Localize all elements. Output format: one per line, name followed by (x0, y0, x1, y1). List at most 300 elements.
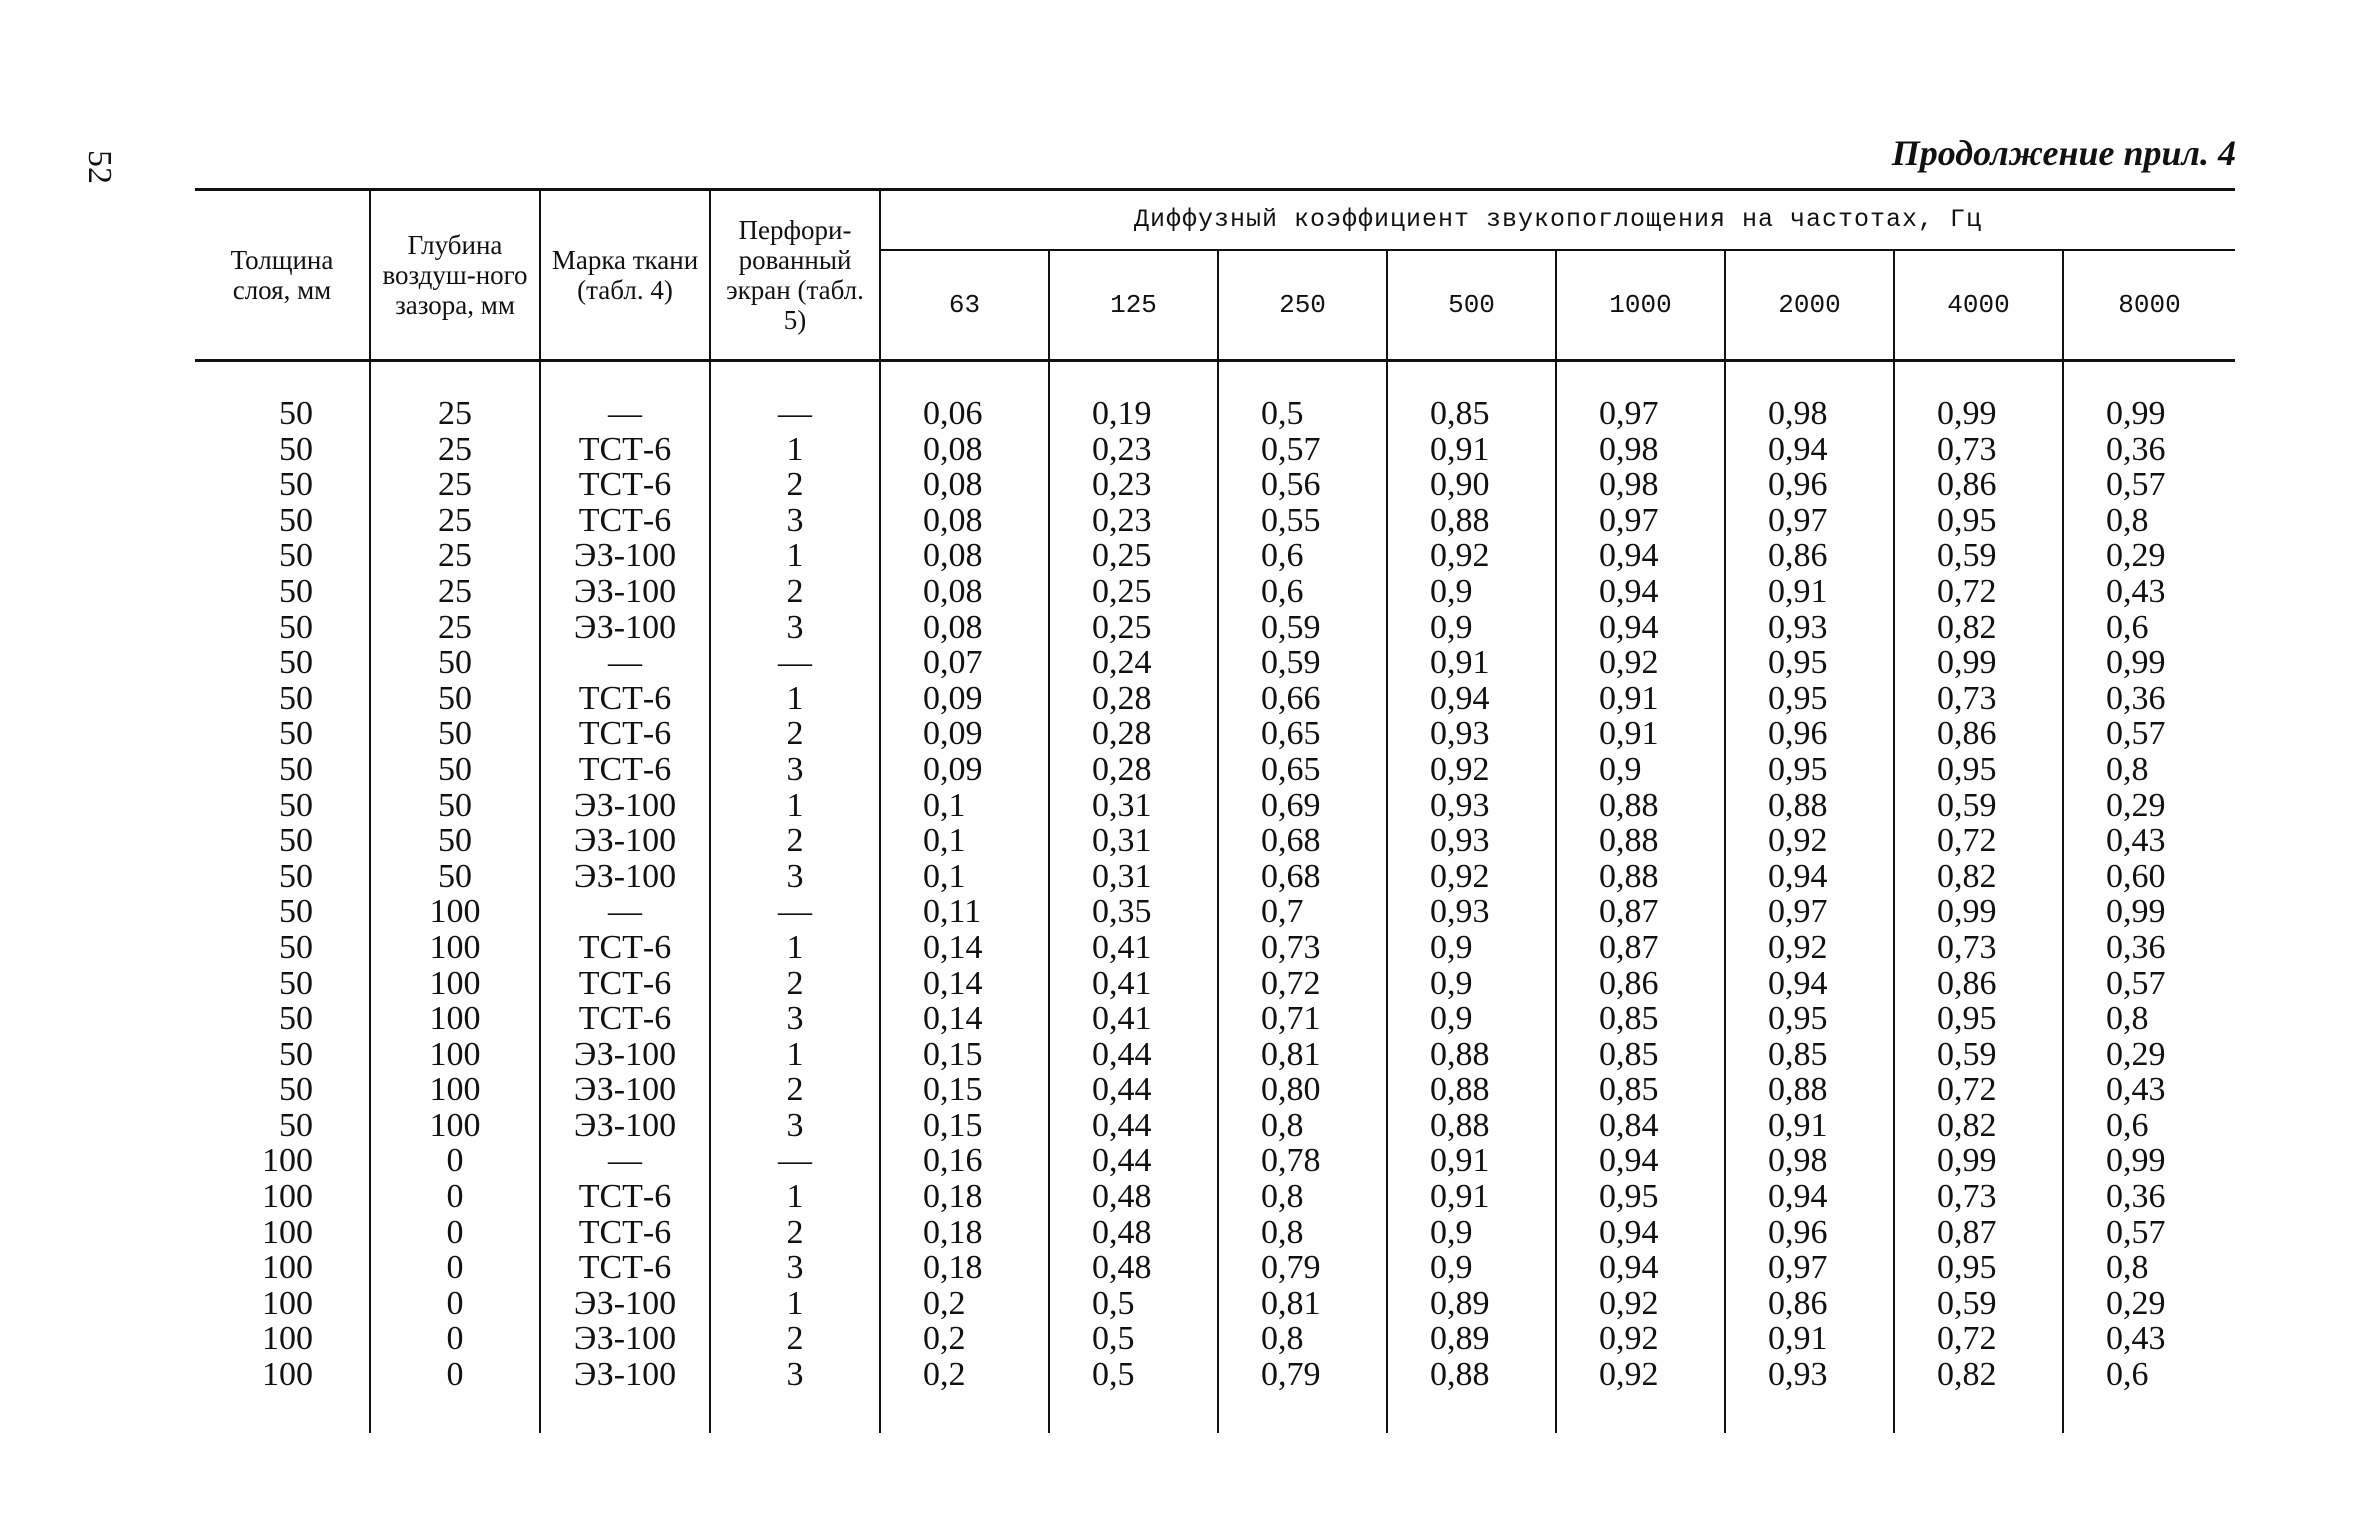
cell-f125: 0,25 (1049, 538, 1218, 574)
cell-f125: 0,41 (1049, 930, 1218, 966)
cell-f125: 0,5 (1049, 1321, 1218, 1357)
cell-screen: 3 (710, 1108, 880, 1144)
cell-f8000: 0,29 (2063, 788, 2235, 824)
cell-gap: 0 (370, 1179, 540, 1215)
cell-f500: 0,9 (1387, 1250, 1556, 1286)
cell-f8000: 0,6 (2063, 1357, 2235, 1433)
cell-f4000: 0,72 (1894, 823, 2063, 859)
cell-f8000: 0,43 (2063, 823, 2235, 859)
cell-fabric: ТСТ-6 (540, 1250, 710, 1286)
cell-thickness: 50 (279, 466, 313, 504)
cell-thickness: 50 (279, 395, 313, 432)
cell-f125: 0,31 (1049, 859, 1218, 895)
cell-f63: 0,15 (880, 1108, 1049, 1144)
cell-f1000: 0,91 (1556, 681, 1725, 717)
cell-f4000: 0,87 (1894, 1215, 2063, 1251)
cell-f1000: 0,85 (1556, 1001, 1725, 1037)
cell-f500: 0,88 (1387, 1037, 1556, 1073)
cell-f4000: 0,95 (1894, 1001, 2063, 1037)
cell-f8000: 0,99 (2063, 645, 2235, 681)
cell-screen: 3 (710, 1357, 880, 1433)
cell-f8000: 0,29 (2063, 538, 2235, 574)
table-row (195, 1250, 2235, 1286)
table-row (195, 859, 2235, 895)
cell-f1000: 0,94 (1556, 610, 1725, 646)
cell-f4000: 0,99 (1894, 1143, 2063, 1179)
cell-f8000: 0,36 (2063, 432, 2235, 468)
cell-thickness: 100 (262, 1284, 313, 1322)
cell-f63: 0,15 (880, 1037, 1049, 1073)
cell-f8000: 0,43 (2063, 1321, 2235, 1357)
cell-f63: 0,18 (880, 1250, 1049, 1286)
cell-f4000: 0,82 (1894, 610, 2063, 646)
cell-screen: 1 (710, 1179, 880, 1215)
cell-gap: 0 (370, 1215, 540, 1251)
cell-screen: 3 (710, 610, 880, 646)
table-row (195, 823, 2235, 859)
cell-gap: 25 (370, 467, 540, 503)
cell-f8000: 0,36 (2063, 681, 2235, 717)
cell-f63: 0,16 (880, 1143, 1049, 1179)
cell-fabric: ТСТ-6 (540, 966, 710, 1002)
cell-gap: 100 (370, 1108, 540, 1144)
table-row (195, 1321, 2235, 1357)
cell-f1000: 0,85 (1556, 1072, 1725, 1108)
cell-fabric: ТСТ-6 (540, 930, 710, 966)
cell-f250: 0,71 (1218, 1001, 1387, 1037)
cell-f2000: 0,96 (1725, 467, 1894, 503)
cell-f500: 0,88 (1387, 1108, 1556, 1144)
cell-fabric: ТСТ-6 (540, 752, 710, 788)
cell-f500: 0,91 (1387, 645, 1556, 681)
table-row (195, 574, 2235, 610)
table-row (195, 1179, 2235, 1215)
cell-f125: 0,31 (1049, 788, 1218, 824)
cell-f4000: 0,72 (1894, 1072, 2063, 1108)
cell-gap: 50 (370, 823, 540, 859)
cell-f2000: 0,86 (1725, 1286, 1894, 1322)
cell-f2000: 0,95 (1725, 645, 1894, 681)
cell-f500: 0,93 (1387, 788, 1556, 824)
cell-f2000: 0,95 (1725, 752, 1894, 788)
cell-fabric: — (540, 396, 710, 432)
cell-screen: — (710, 1143, 880, 1179)
cell-f4000: 0,86 (1894, 467, 2063, 503)
cell-f63: 0,08 (880, 467, 1049, 503)
cell-f2000: 0,88 (1725, 788, 1894, 824)
cell-screen: 2 (710, 467, 880, 503)
cell-fabric: ЭЗ-100 (540, 1072, 710, 1108)
cell-f125: 0,19 (1049, 396, 1218, 432)
cell-screen: 2 (710, 823, 880, 859)
cell-f8000: 0,99 (2063, 894, 2235, 930)
cell-f1000: 0,98 (1556, 432, 1725, 468)
cell-f2000: 0,98 (1725, 396, 1894, 432)
cell-screen: 3 (710, 1250, 880, 1286)
cell-fabric: ЭЗ-100 (540, 1321, 710, 1357)
cell-gap: 50 (370, 752, 540, 788)
cell-f63: 0,2 (880, 1286, 1049, 1322)
cell-f63: 0,09 (880, 752, 1049, 788)
cell-f250: 0,81 (1218, 1286, 1387, 1322)
cell-f500: 0,88 (1387, 1357, 1556, 1433)
cell-fabric: ТСТ-6 (540, 1179, 710, 1215)
table-row (195, 538, 2235, 574)
cell-fabric: ТСТ-6 (540, 681, 710, 717)
cell-f2000: 0,95 (1725, 681, 1894, 717)
cell-f4000: 0,99 (1894, 894, 2063, 930)
cell-f500: 0,93 (1387, 716, 1556, 752)
page-number: 52 (81, 150, 118, 184)
cell-f4000: 0,99 (1894, 396, 2063, 432)
table-row (195, 788, 2235, 824)
cell-f1000: 0,9 (1556, 752, 1725, 788)
cell-f2000: 0,91 (1725, 574, 1894, 610)
cell-f8000: 0,36 (2063, 1179, 2235, 1215)
cell-f250: 0,81 (1218, 1037, 1387, 1073)
cell-f8000: 0,29 (2063, 1286, 2235, 1322)
cell-f1000: 0,88 (1556, 859, 1725, 895)
cell-f4000: 0,82 (1894, 1357, 2063, 1433)
cell-f500: 0,9 (1387, 930, 1556, 966)
table-row (195, 966, 2235, 1002)
cell-f500: 0,9 (1387, 574, 1556, 610)
header-frequency: 125 (1049, 250, 1218, 361)
table-row (195, 894, 2235, 930)
cell-f1000: 0,87 (1556, 894, 1725, 930)
table-header (195, 190, 2235, 361)
cell-f500: 0,91 (1387, 432, 1556, 468)
cell-fabric: ЭЗ-100 (540, 1357, 710, 1433)
cell-f500: 0,92 (1387, 752, 1556, 788)
cell-f4000: 0,59 (1894, 538, 2063, 574)
cell-thickness: 50 (279, 964, 313, 1002)
cell-f500: 0,90 (1387, 467, 1556, 503)
table-row (195, 1037, 2235, 1073)
cell-thickness: 50 (279, 822, 313, 860)
cell-f125: 0,48 (1049, 1179, 1218, 1215)
cell-f250: 0,7 (1218, 894, 1387, 930)
cell-f125: 0,41 (1049, 966, 1218, 1002)
cell-f1000: 0,94 (1556, 1250, 1725, 1286)
cell-f125: 0,31 (1049, 823, 1218, 859)
cell-f1000: 0,94 (1556, 1215, 1725, 1251)
cell-screen: 1 (710, 432, 880, 468)
cell-f250: 0,8 (1218, 1215, 1387, 1251)
table-row (195, 645, 2235, 681)
cell-thickness: 50 (279, 857, 313, 895)
cell-f125: 0,41 (1049, 1001, 1218, 1037)
cell-f2000: 0,86 (1725, 538, 1894, 574)
cell-gap: 50 (370, 681, 540, 717)
cell-f1000: 0,85 (1556, 1037, 1725, 1073)
cell-screen: 1 (710, 930, 880, 966)
cell-fabric: ЭЗ-100 (540, 574, 710, 610)
cell-gap: 50 (370, 645, 540, 681)
cell-thickness: 100 (262, 1356, 313, 1394)
cell-screen: 2 (710, 1321, 880, 1357)
cell-f4000: 0,86 (1894, 966, 2063, 1002)
cell-f2000: 0,96 (1725, 1215, 1894, 1251)
cell-f8000: 0,8 (2063, 1250, 2235, 1286)
table-row (195, 752, 2235, 788)
cell-gap: 100 (370, 894, 540, 930)
cell-f500: 0,9 (1387, 966, 1556, 1002)
cell-fabric: — (540, 645, 710, 681)
cell-screen: — (710, 894, 880, 930)
cell-f2000: 0,94 (1725, 1179, 1894, 1215)
cell-fabric: ТСТ-6 (540, 716, 710, 752)
cell-f500: 0,89 (1387, 1321, 1556, 1357)
cell-f125: 0,5 (1049, 1286, 1218, 1322)
cell-f125: 0,25 (1049, 610, 1218, 646)
cell-f125: 0,23 (1049, 503, 1218, 539)
header-frequency: 2000 (1725, 250, 1894, 361)
header-frequency: 500 (1387, 250, 1556, 361)
table-row (195, 1072, 2235, 1108)
cell-f500: 0,91 (1387, 1143, 1556, 1179)
cell-thickness: 50 (279, 679, 313, 717)
cell-f8000: 0,8 (2063, 1001, 2235, 1037)
cell-f125: 0,44 (1049, 1143, 1218, 1179)
cell-f4000: 0,73 (1894, 1179, 2063, 1215)
cell-f125: 0,5 (1049, 1357, 1218, 1433)
cell-f8000: 0,8 (2063, 503, 2235, 539)
cell-f1000: 0,91 (1556, 716, 1725, 752)
cell-gap: 0 (370, 1250, 540, 1286)
cell-gap: 25 (370, 396, 540, 432)
cell-f63: 0,08 (880, 610, 1049, 646)
cell-f1000: 0,88 (1556, 788, 1725, 824)
cell-f2000: 0,85 (1725, 1037, 1894, 1073)
cell-f63: 0,1 (880, 823, 1049, 859)
cell-f250: 0,55 (1218, 503, 1387, 539)
cell-f250: 0,73 (1218, 930, 1387, 966)
cell-f1000: 0,94 (1556, 574, 1725, 610)
cell-f250: 0,65 (1218, 752, 1387, 788)
header-frequency: 1000 (1556, 250, 1725, 361)
cell-f1000: 0,97 (1556, 503, 1725, 539)
cell-f63: 0,18 (880, 1179, 1049, 1215)
continuation-heading: Продолжение прил. 4 (1891, 133, 2236, 173)
cell-gap: 25 (370, 503, 540, 539)
cell-gap: 50 (370, 716, 540, 752)
cell-screen: 3 (710, 1001, 880, 1037)
cell-f63: 0,08 (880, 538, 1049, 574)
cell-f63: 0,08 (880, 503, 1049, 539)
absorption-table (195, 188, 2235, 1433)
cell-f250: 0,57 (1218, 432, 1387, 468)
cell-f500: 0,93 (1387, 894, 1556, 930)
cell-f2000: 0,91 (1725, 1108, 1894, 1144)
cell-f125: 0,28 (1049, 681, 1218, 717)
cell-f125: 0,48 (1049, 1215, 1218, 1251)
cell-screen: 2 (710, 1215, 880, 1251)
cell-f63: 0,1 (880, 859, 1049, 895)
cell-f250: 0,80 (1218, 1072, 1387, 1108)
cell-fabric: ЭЗ-100 (540, 823, 710, 859)
cell-f8000: 0,57 (2063, 966, 2235, 1002)
cell-screen: 3 (710, 503, 880, 539)
cell-thickness: 50 (279, 430, 313, 468)
table-row (195, 1108, 2235, 1144)
cell-gap: 0 (370, 1143, 540, 1179)
cell-f4000: 0,59 (1894, 1286, 2063, 1322)
cell-f63: 0,11 (880, 894, 1049, 930)
cell-f125: 0,35 (1049, 894, 1218, 930)
cell-f4000: 0,72 (1894, 1321, 2063, 1357)
cell-screen: 2 (710, 716, 880, 752)
cell-f4000: 0,73 (1894, 930, 2063, 966)
cell-f8000: 0,6 (2063, 1108, 2235, 1144)
table-row (195, 610, 2235, 646)
cell-thickness: 50 (279, 501, 313, 539)
cell-f4000: 0,73 (1894, 681, 2063, 717)
cell-f125: 0,25 (1049, 574, 1218, 610)
cell-f63: 0,08 (880, 574, 1049, 610)
cell-thickness: 100 (262, 1213, 313, 1251)
cell-f1000: 0,87 (1556, 930, 1725, 966)
cell-f8000: 0,36 (2063, 930, 2235, 966)
cell-f2000: 0,97 (1725, 503, 1894, 539)
cell-thickness: 50 (279, 537, 313, 575)
cell-f250: 0,72 (1218, 966, 1387, 1002)
cell-f8000: 0,6 (2063, 610, 2235, 646)
header-frequency: 8000 (2063, 250, 2235, 361)
table-row (195, 1001, 2235, 1037)
cell-f4000: 0,86 (1894, 716, 2063, 752)
cell-fabric: ЭЗ-100 (540, 610, 710, 646)
table-row (195, 681, 2235, 717)
cell-f500: 0,91 (1387, 1179, 1556, 1215)
cell-f8000: 0,60 (2063, 859, 2235, 895)
cell-screen: 1 (710, 1286, 880, 1322)
table-row (195, 467, 2235, 503)
cell-thickness: 50 (279, 928, 313, 966)
cell-f63: 0,18 (880, 1215, 1049, 1251)
cell-f4000: 0,73 (1894, 432, 2063, 468)
cell-gap: 100 (370, 930, 540, 966)
table-row (195, 1143, 2235, 1179)
cell-gap: 100 (370, 1072, 540, 1108)
cell-f125: 0,23 (1049, 432, 1218, 468)
cell-f250: 0,69 (1218, 788, 1387, 824)
cell-gap: 50 (370, 859, 540, 895)
cell-gap: 25 (370, 574, 540, 610)
cell-f4000: 0,95 (1894, 1250, 2063, 1286)
header-frequency: 63 (880, 250, 1049, 361)
cell-f500: 0,9 (1387, 1001, 1556, 1037)
table-row (195, 1286, 2235, 1322)
cell-f2000: 0,91 (1725, 1321, 1894, 1357)
cell-f4000: 0,82 (1894, 859, 2063, 895)
cell-f63: 0,15 (880, 1072, 1049, 1108)
cell-f500: 0,9 (1387, 1215, 1556, 1251)
cell-thickness: 50 (279, 715, 313, 753)
cell-f250: 0,8 (1218, 1321, 1387, 1357)
cell-gap: 100 (370, 1037, 540, 1073)
cell-f63: 0,09 (880, 716, 1049, 752)
cell-fabric: ЭЗ-100 (540, 859, 710, 895)
cell-f500: 0,92 (1387, 538, 1556, 574)
cell-f250: 0,8 (1218, 1108, 1387, 1144)
table-row (195, 396, 2235, 432)
cell-fabric: ЭЗ-100 (540, 1286, 710, 1322)
cell-f250: 0,65 (1218, 716, 1387, 752)
cell-f4000: 0,59 (1894, 788, 2063, 824)
cell-gap: 0 (370, 1357, 540, 1433)
cell-screen: 1 (710, 681, 880, 717)
cell-f1000: 0,94 (1556, 538, 1725, 574)
cell-gap: 100 (370, 966, 540, 1002)
cell-f1000: 0,92 (1556, 1357, 1725, 1433)
cell-f8000: 0,43 (2063, 1072, 2235, 1108)
cell-f1000: 0,92 (1556, 1321, 1725, 1357)
cell-screen: 1 (710, 788, 880, 824)
cell-screen: 2 (710, 966, 880, 1002)
table-body (195, 361, 2235, 1433)
cell-f250: 0,79 (1218, 1250, 1387, 1286)
cell-f500: 0,93 (1387, 823, 1556, 859)
cell-thickness: 50 (279, 644, 313, 682)
cell-f63: 0,14 (880, 966, 1049, 1002)
cell-screen: 1 (710, 538, 880, 574)
cell-f2000: 0,96 (1725, 716, 1894, 752)
cell-fabric: ТСТ-6 (540, 467, 710, 503)
cell-thickness: 50 (279, 572, 313, 610)
cell-f250: 0,59 (1218, 645, 1387, 681)
header-frequency: 4000 (1894, 250, 2063, 361)
table-row (195, 930, 2235, 966)
header-gap: Глубина воздуш-ного зазора, мм (370, 190, 540, 361)
cell-f8000: 0,57 (2063, 716, 2235, 752)
cell-gap: 100 (370, 1001, 540, 1037)
table-row (195, 503, 2235, 539)
cell-f4000: 0,95 (1894, 503, 2063, 539)
header-screen: Перфори-рованный экран (табл. 5) (710, 190, 880, 361)
header-fabric: Марка ткани (табл. 4) (540, 190, 710, 361)
cell-f2000: 0,94 (1725, 432, 1894, 468)
cell-thickness: 100 (262, 1320, 313, 1358)
cell-thickness: 100 (262, 1249, 313, 1287)
cell-f8000: 0,99 (2063, 396, 2235, 432)
cell-f63: 0,09 (880, 681, 1049, 717)
cell-f63: 0,07 (880, 645, 1049, 681)
cell-f2000: 0,97 (1725, 894, 1894, 930)
cell-thickness: 50 (279, 1106, 313, 1144)
cell-fabric: ЭЗ-100 (540, 1108, 710, 1144)
cell-thickness: 100 (262, 1178, 313, 1216)
cell-f63: 0,14 (880, 1001, 1049, 1037)
cell-thickness: 100 (262, 1142, 313, 1180)
cell-f1000: 0,84 (1556, 1108, 1725, 1144)
cell-f500: 0,85 (1387, 396, 1556, 432)
cell-fabric: ТСТ-6 (540, 432, 710, 468)
cell-f500: 0,88 (1387, 503, 1556, 539)
header-thickness: Толщина слоя, мм (230, 245, 334, 305)
cell-f250: 0,6 (1218, 574, 1387, 610)
cell-thickness: 50 (279, 608, 313, 646)
cell-f63: 0,06 (880, 396, 1049, 432)
cell-fabric: ЭЗ-100 (540, 788, 710, 824)
cell-f4000: 0,82 (1894, 1108, 2063, 1144)
cell-f8000: 0,43 (2063, 574, 2235, 610)
cell-f250: 0,56 (1218, 467, 1387, 503)
cell-f4000: 0,72 (1894, 574, 2063, 610)
cell-f500: 0,9 (1387, 610, 1556, 646)
cell-thickness: 50 (279, 1071, 313, 1109)
cell-f63: 0,2 (880, 1321, 1049, 1357)
